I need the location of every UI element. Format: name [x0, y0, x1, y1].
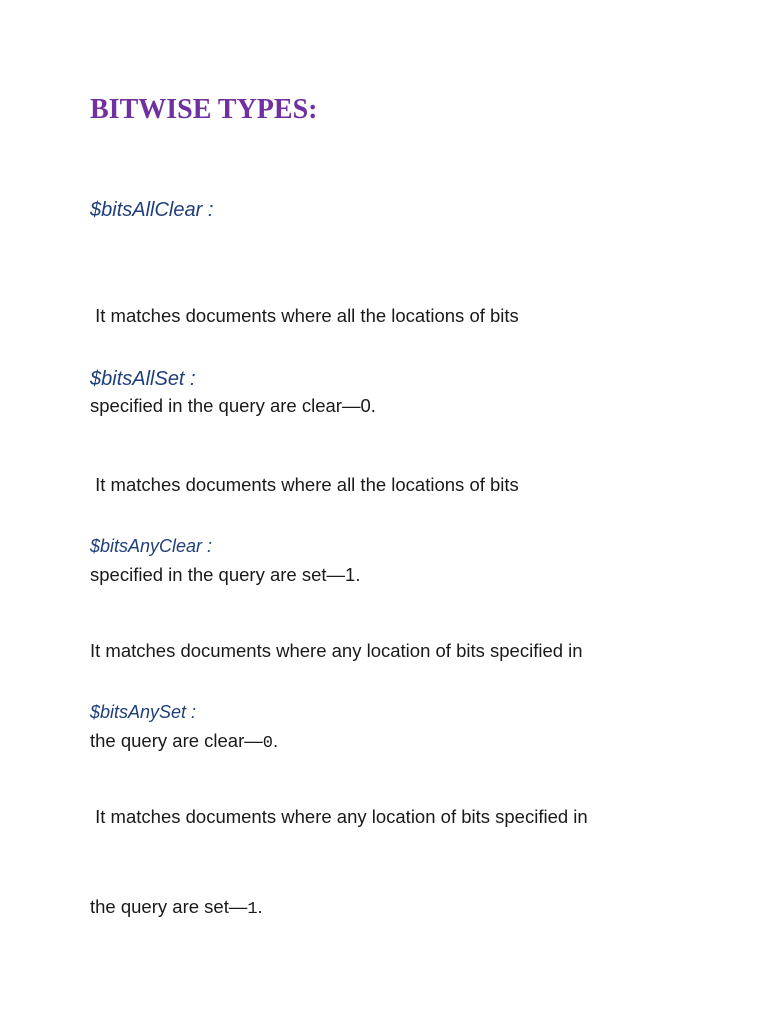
description-line: It matches documents where any location of bits specified in — [90, 640, 583, 661]
page-title: BITWISE TYPES: — [90, 94, 318, 125]
inline-code-value: 0 — [262, 734, 273, 753]
inline-code-value: 1 — [247, 900, 258, 919]
description-line-with-code — [90, 892, 690, 925]
operator-heading-bitsallset: $bitsAllSet : — [90, 368, 196, 390]
description-bitsanyset — [90, 742, 690, 985]
description-line: specified in the query are set—1. — [90, 564, 361, 585]
description-text: the query are clear— — [90, 730, 263, 751]
description-punctuation: . — [257, 896, 263, 917]
description-line: It matches documents where all the locations of bits — [90, 305, 519, 326]
description-line: specified in the query are clear—0. — [90, 395, 376, 416]
operator-heading-bitsallclear: $bitsAllClear : — [90, 199, 214, 221]
description-line: It matches documents where all the locations of bits — [90, 474, 519, 495]
description-text: the query are set— — [90, 896, 248, 917]
description-line: It matches documents where any location of bits specified in — [90, 806, 588, 827]
description-punctuation: . — [272, 730, 279, 751]
operator-heading-bitsanyclear: $bitsAnyClear : — [90, 536, 213, 556]
operator-heading-bitsanyset: $bitsAnySet : — [90, 702, 197, 722]
